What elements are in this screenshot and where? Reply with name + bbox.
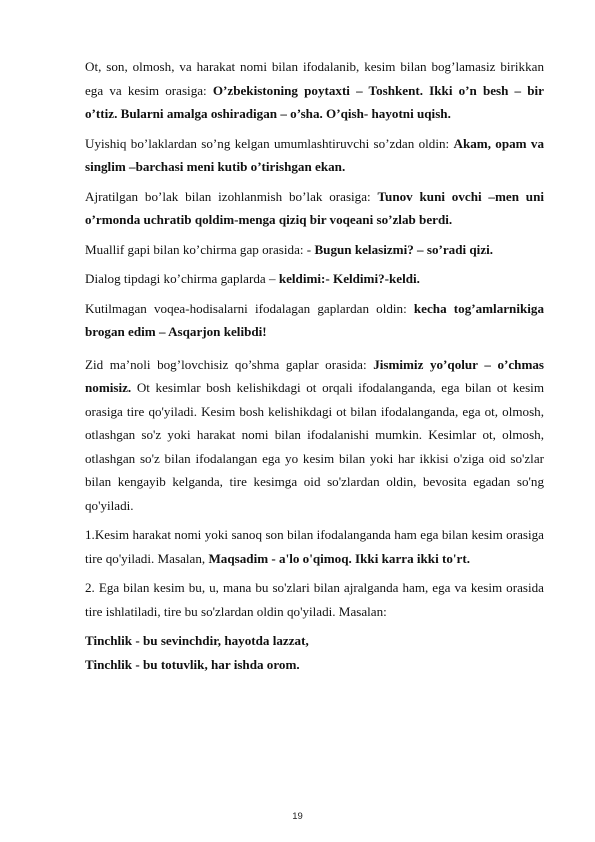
paragraph-8: 1.Kesim harakat nomi yoki sanoq son bilan ifodalanganda ham ega bilan kesim orasiga tire qo'yiladi. Masalan, Maqsadim - a'lo o'qimoq. Ikki karra ikki to'rt.	[85, 527, 544, 566]
paragraph-5: Dialog tipdagi ko’chirma gaplarda – keldimi:- Keldimi?-keldi.	[85, 271, 420, 286]
paragraph-1: Ot, son, olmosh, va harakat nomi bilan ifodalanib, kesim bilan bog’lamasiz birikkan ega va kesim orasiga: O’zbekistoning poytaxti – Toshkent. Ikki o’n besh – bir o’ttiz. Bularni amalga oshiradigan – o’sha. O’qish- hayotni uqish.	[85, 59, 544, 121]
page-number: 19	[292, 811, 303, 822]
paragraph-9: 2. Ega bilan kesim bu, u, mana bu so'zlari bilan ajralganda ham, ega va kesim orasida tire ishlatiladi, tire bu so'zlardan oldin qo'yiladi. Masalan:	[85, 580, 544, 619]
paragraph-7: Zid ma’noli bog’lovchisiz qo’shma gaplar orasida: Jismimiz yo’qolur – o’chmas nomisiz. Ot kesimlar bosh kelishikdagi ot orqali ifodalanganda, ega bilan ot kesim orasiga tire qo'yiladi. Kesim bosh kelishikdagi ot bilan ifodalanganda, ega ot, olmosh, otlashgan so'z yoki harakat nomi bilan ifodalanishi mumkin. Kesimlar ot, olmosh, otlashgan so'z bilan ifodalangan ega yo kesim bilan yoki har ikkisi o'ziga oid so'zlar bilan kengayib kelganda, tire kesimga oid so'zlardan oldin, bevosita egadan so'ng qo'yiladi.	[85, 356, 544, 513]
paragraph-2: Uyishiq bo’laklardan so’ng kelgan umumlashtiruvchi so’zdan oldin: Akam, opam va singlim –barchasi meni kutib o’tirishgan ekan.	[85, 135, 545, 174]
example-line-1: Tinchlik - bu sevinchdir, hayotda lazzat,	[85, 633, 309, 648]
paragraph-4: Muallif gapi bilan ko’chirma gap orasida: - Bugun kelasizmi? – so’radi qizi.	[85, 241, 494, 257]
paragraph-6: Kutilmagan voqea-hodisalarni ifodalagan gaplardan oldin: kecha tog’amlarnikiga brogan edim – Asqarjon kelibdi!	[85, 300, 544, 339]
example-line-2: Tinchlik - bu totuvlik, har ishda orom.	[85, 656, 300, 672]
paragraph-3: Ajratilgan bo’lak bilan izohlanmish bo’lak orasiga: Tunov kuni ovchi –men uni o’rmonda uchratib qoldim-menga qiziq bir voqeani so’zlab berdi.	[85, 188, 544, 227]
